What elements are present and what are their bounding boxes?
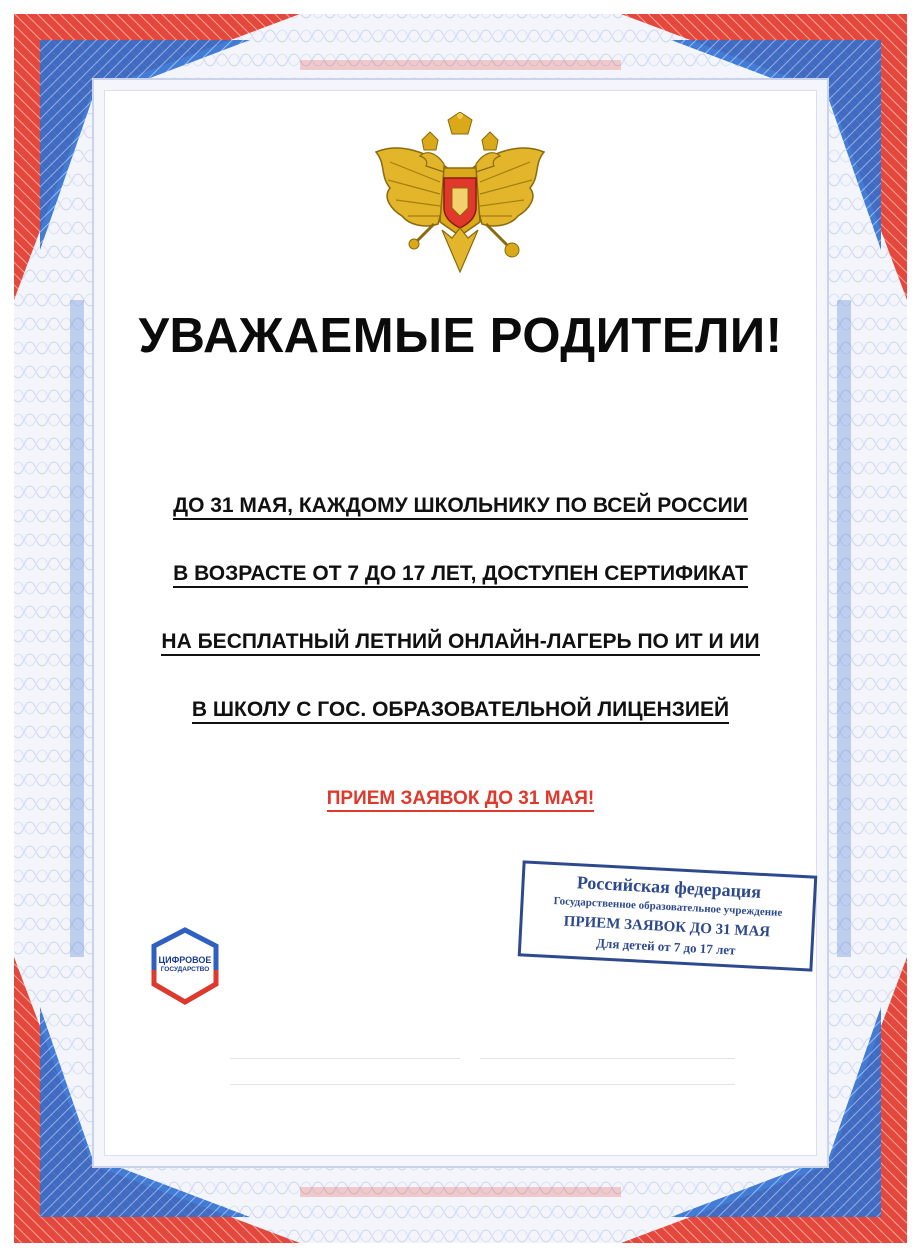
body-line-3: НА БЕСПЛАТНЫЙ ЛЕТНИЙ ОНЛАЙН-ЛАГЕРЬ ПО ИТ И ИИ [0,630,921,654]
body-line-2: В ВОЗРАСТЕ ОТ 7 ДО 17 ЛЕТ, ДОСТУПЕН СЕРТИФИКАТ [0,562,921,586]
double-headed-eagle-icon [370,112,550,274]
official-stamp [518,860,818,971]
page-title: УВАЖАЕМЫЕ РОДИТЕЛИ! [138,309,783,363]
deadline-notice: ПРИЕМ ЗАЯВОК ДО 31 МАЯ! [0,788,921,810]
logo-line-1: ЦИФРОВОЕ [158,955,212,965]
signature-line-left [230,1058,460,1059]
signature-line-right [480,1058,735,1059]
stamp-line-1: Российская федерация [576,872,762,902]
logo-line-2: ГОСУДАРСТВО [160,966,210,973]
body-line-1: ДО 31 МАЯ, КАЖДОМУ ШКОЛЬНИКУ ПО ВСЕЙ РОССИИ [0,494,921,518]
stamp-line-3: ПРИЕМ ЗАЯВОК ДО 31 МАЯ [563,913,771,941]
stamp-line-4: Для детей от 7 до 17 лет [595,935,736,958]
logo-text [148,956,222,974]
body-line-4: В ШКОЛУ С ГОС. ОБРАЗОВАТЕЛЬНОЙ ЛИЦЕНЗИЕЙ [0,698,921,722]
signature-line-bottom [230,1084,735,1085]
stamp-line-2: Государственное образовательное учреждение [553,895,783,919]
